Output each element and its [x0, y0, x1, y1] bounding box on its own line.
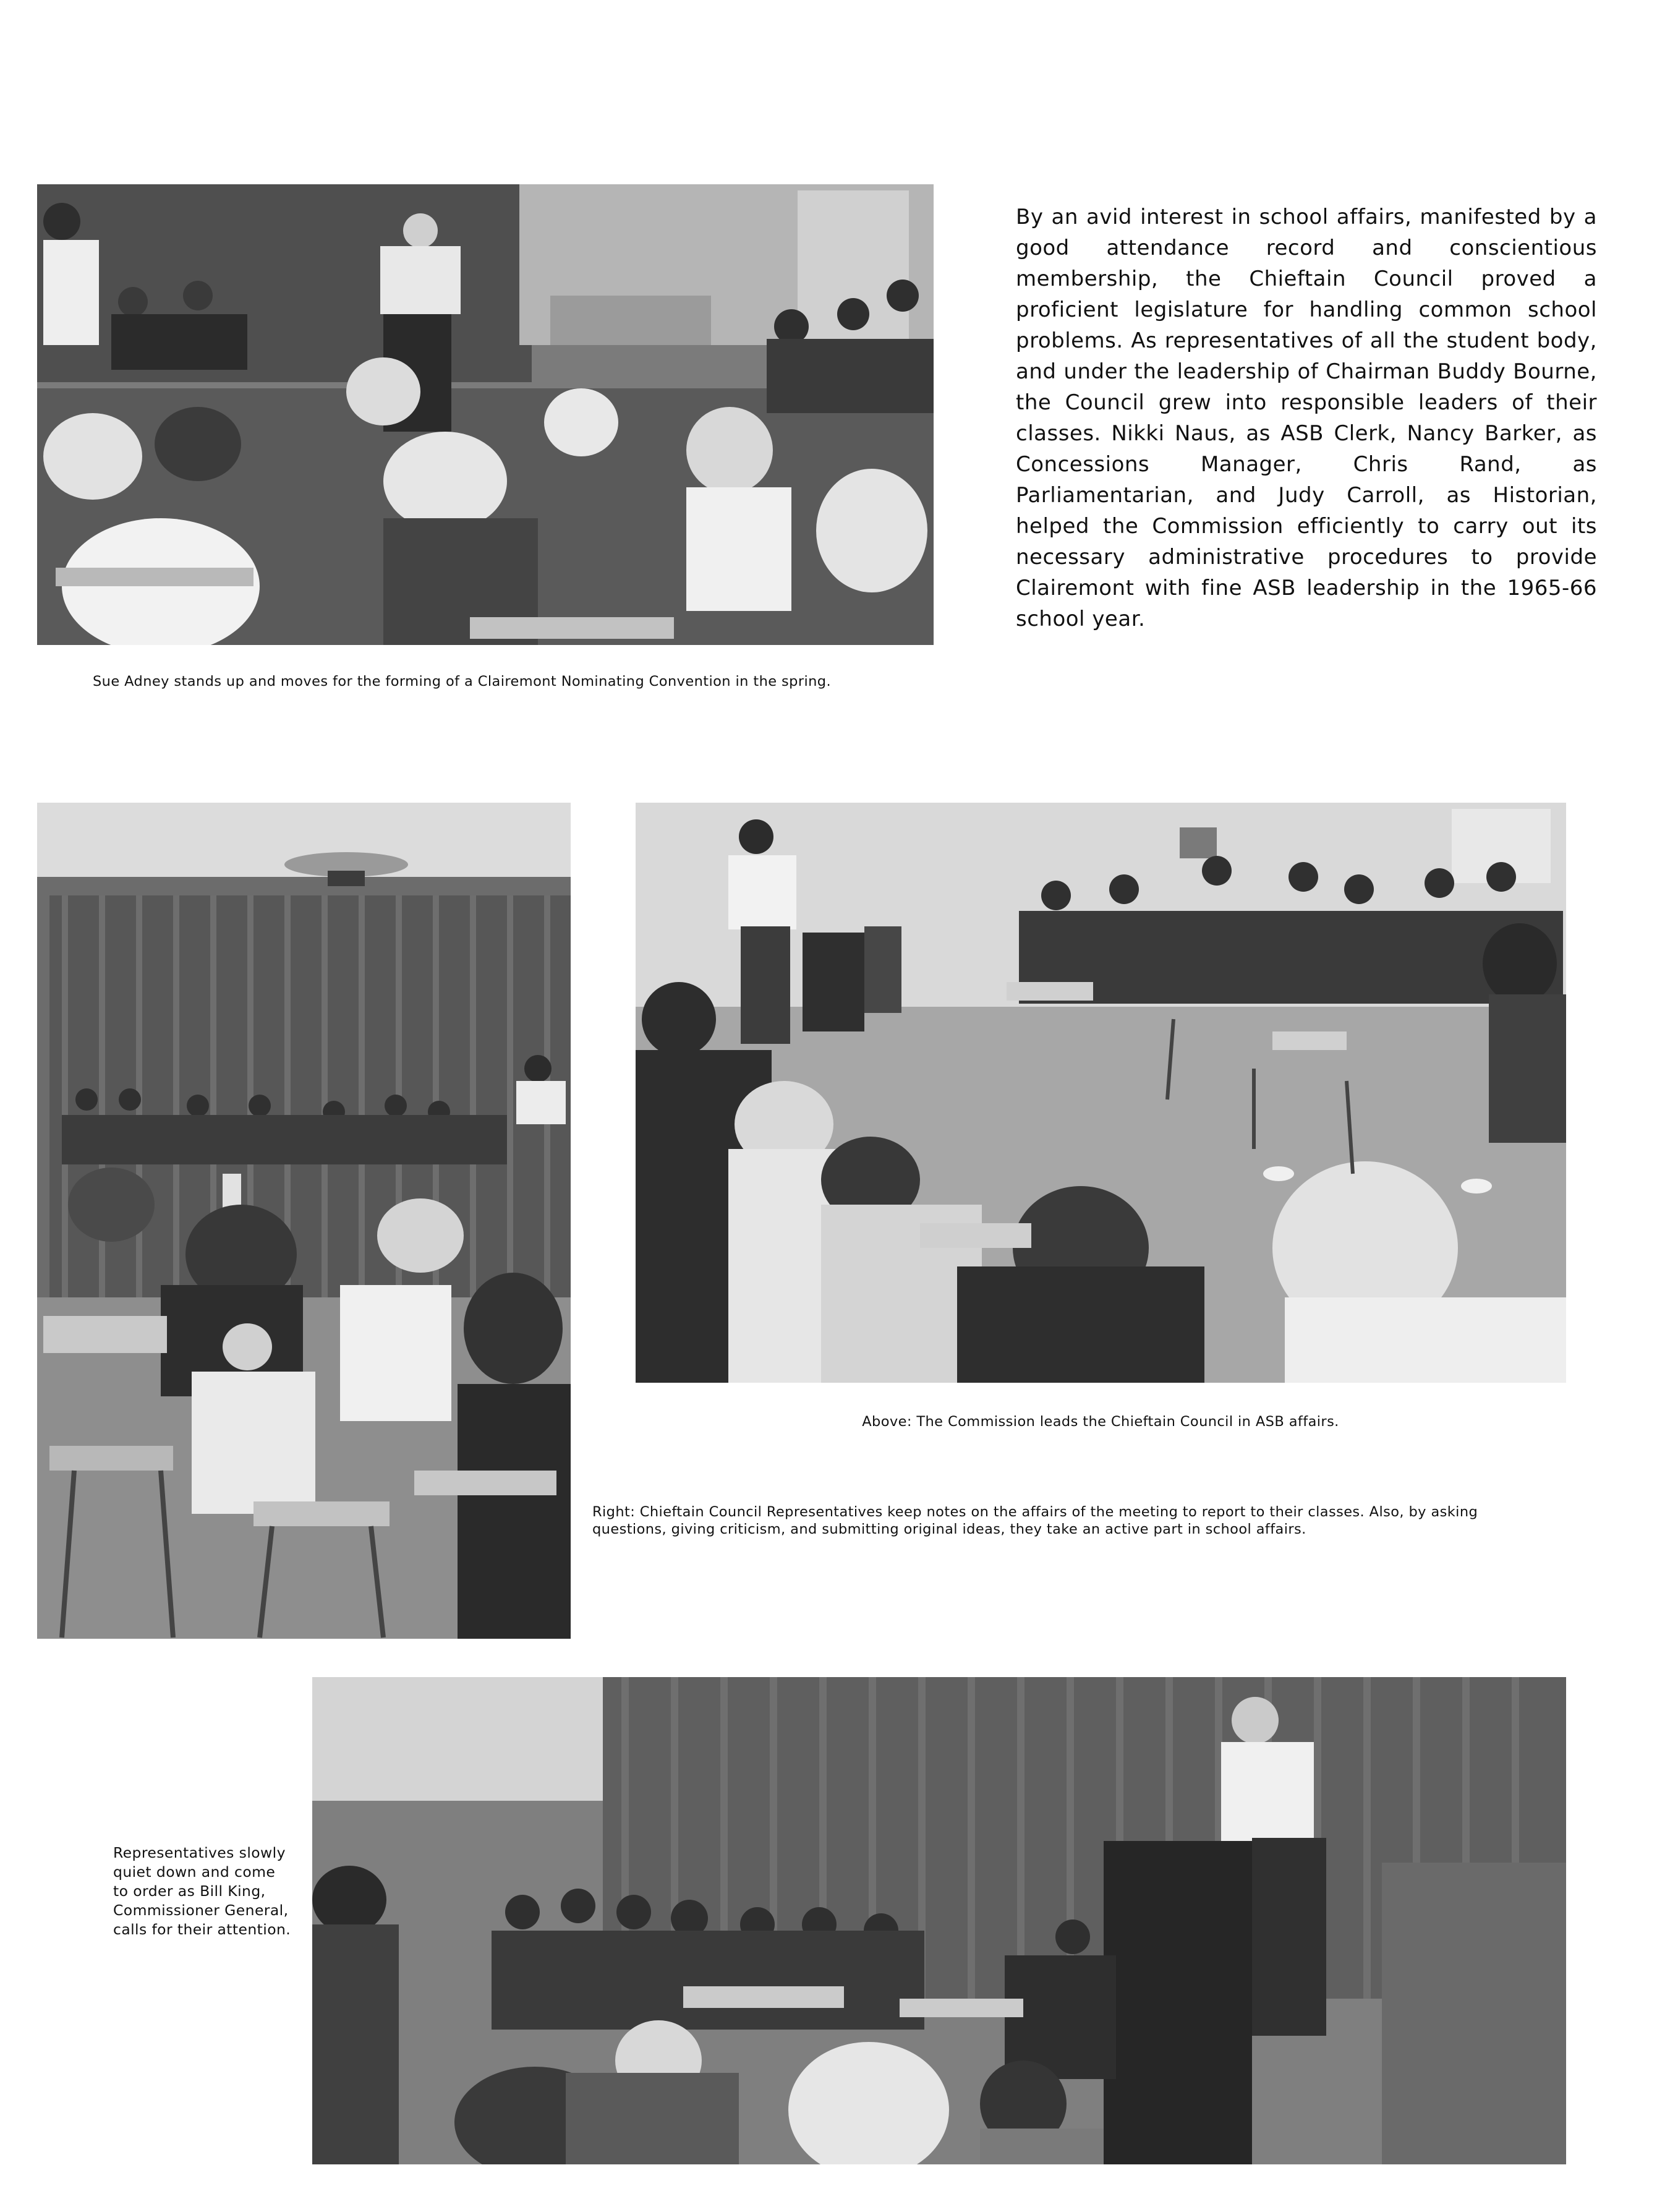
caption-above: Above: The Commission leads the Chieftain Council in ASB affairs.: [862, 1414, 1339, 1430]
photo-council-room: [37, 803, 571, 1639]
photo-representatives-illustration: [312, 1677, 1566, 2164]
photo-sue-adney-illustration: [37, 184, 934, 645]
caption-sue-adney: Sue Adney stands up and moves for the forming of a Clairemont Nominating Convention in the spring.: [93, 673, 832, 690]
caption-representatives: Representatives slowly quiet down and come to order as Bill King, Commissioner General, calls for their attention.: [113, 1844, 291, 1938]
photo-commission-leads-illustration: [636, 803, 1566, 1383]
caption-right: Right: Chieftain Council Representatives keep notes on the affairs of the meeting to report to their classes. Also, by asking questions, giving criticism, and submitting original ideas, they take an active part in school affairs.: [592, 1504, 1478, 1537]
photo-representatives-order: [312, 1677, 1566, 2164]
photo-council-room-illustration: [37, 803, 571, 1639]
article-body: By an avid interest in school affairs, manifested by a good attendance record and conscientious membership, the Chieftain Council proved a proficient legislature for handling common school problems. As representatives of all the student body, and under the leadership of Chairman Buddy Bourne, the Council grew into responsible leaders of their classes. Nikki Naus, as ASB Clerk, Nancy Barker, as Concessions Manager, Chris Rand, as Parliamentarian, and Judy Carroll, as Historian, helped the Commission efficiently to carry out its necessary administrative procedures to provide Clairemont with fine ASB leadership in the 1965-66 school year.: [1016, 205, 1597, 631]
photo-sue-adney-meeting: [37, 184, 934, 645]
photo-commission-leads: [636, 803, 1566, 1383]
